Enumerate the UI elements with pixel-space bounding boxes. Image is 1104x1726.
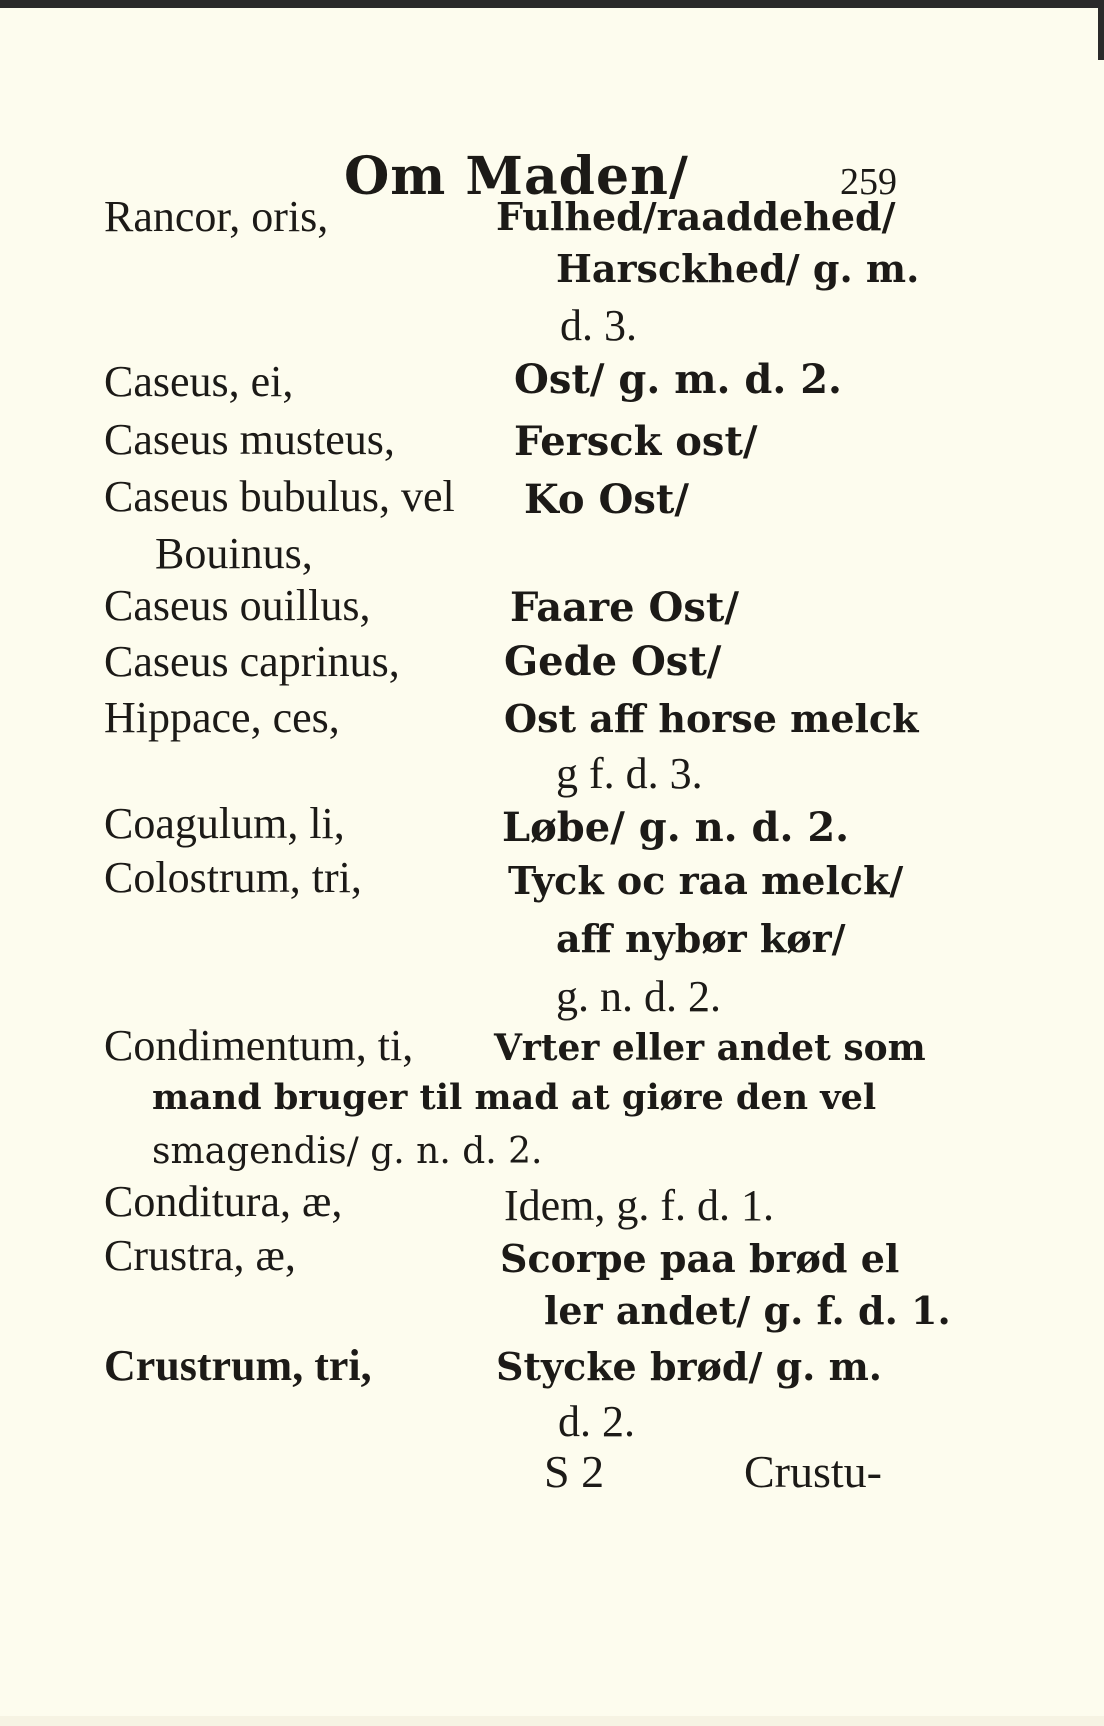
danish-gloss-continuation: aff nybør kør/ [556, 916, 846, 961]
danish-gloss: Ost aff horse melck [504, 696, 919, 741]
danish-gloss: Faare Ost/ [510, 584, 739, 631]
latin-term: Coagulum, li, [104, 799, 345, 848]
danish-gloss: Stycke brød/ g. m. [496, 1344, 883, 1389]
danish-gloss-continuation: Harsckhed/ g. m. [556, 246, 920, 291]
running-header: Om Maden/ [344, 146, 689, 207]
latin-term: Colostrum, tri, [104, 853, 362, 902]
danish-gloss-continuation: smagendis/ g. n. d. 2. [152, 1131, 543, 1172]
latin-term: Condimentum, ti, [104, 1021, 414, 1070]
danish-gloss: Ko Ost/ [524, 476, 689, 523]
latin-term: Caseus caprinus, [104, 637, 400, 686]
signature-mark: S 2 [544, 1446, 605, 1497]
latin-term: Hippace, ces, [104, 693, 340, 742]
scan-bottom-edge [0, 1716, 1104, 1726]
danish-gloss: Fersck ost/ [514, 418, 758, 465]
latin-term: Caseus musteus, [104, 415, 395, 464]
danish-gloss-continuation: d. 2. [558, 1397, 635, 1446]
danish-gloss: Scorpe paa brød el [500, 1236, 900, 1281]
danish-gloss-continuation: g. n. d. 2. [556, 972, 721, 1021]
danish-gloss-continuation: ler andet/ g. f. d. 1. [544, 1288, 951, 1333]
danish-gloss: Fulhed/raaddehed/ [496, 194, 896, 239]
danish-gloss: Ost/ g. m. d. 2. [514, 356, 842, 403]
latin-term: Conditura, æ, [104, 1177, 343, 1226]
scan-right-edge [1098, 0, 1104, 60]
danish-gloss-continuation: d. 3. [560, 301, 637, 350]
latin-term: Caseus bubulus, vel [104, 472, 455, 521]
latin-term: Caseus, ei, [104, 357, 294, 406]
danish-gloss: Vrter eller andet som [494, 1027, 926, 1069]
latin-term: Caseus ouillus, [104, 581, 371, 630]
latin-term-continuation: Bouinus, [155, 529, 313, 578]
danish-gloss-continuation: mand bruger til mad at giøre den vel [152, 1077, 877, 1118]
page-number: 259 [840, 161, 897, 203]
scan-top-edge [0, 0, 1104, 8]
latin-term: Rancor, oris, [104, 192, 329, 241]
danish-gloss: Løbe/ g. n. d. 2. [502, 804, 850, 851]
latin-term: Crustra, æ, [104, 1231, 296, 1280]
danish-gloss: Idem, g. f. d. 1. [504, 1181, 775, 1230]
danish-gloss: Gede Ost/ [504, 638, 722, 685]
latin-term: Crustrum, tri, [104, 1341, 372, 1390]
catchword: Crustu- [744, 1446, 882, 1497]
danish-gloss-continuation: g f. d. 3. [556, 749, 703, 798]
danish-gloss: Tyck oc raa melck/ [508, 858, 904, 903]
